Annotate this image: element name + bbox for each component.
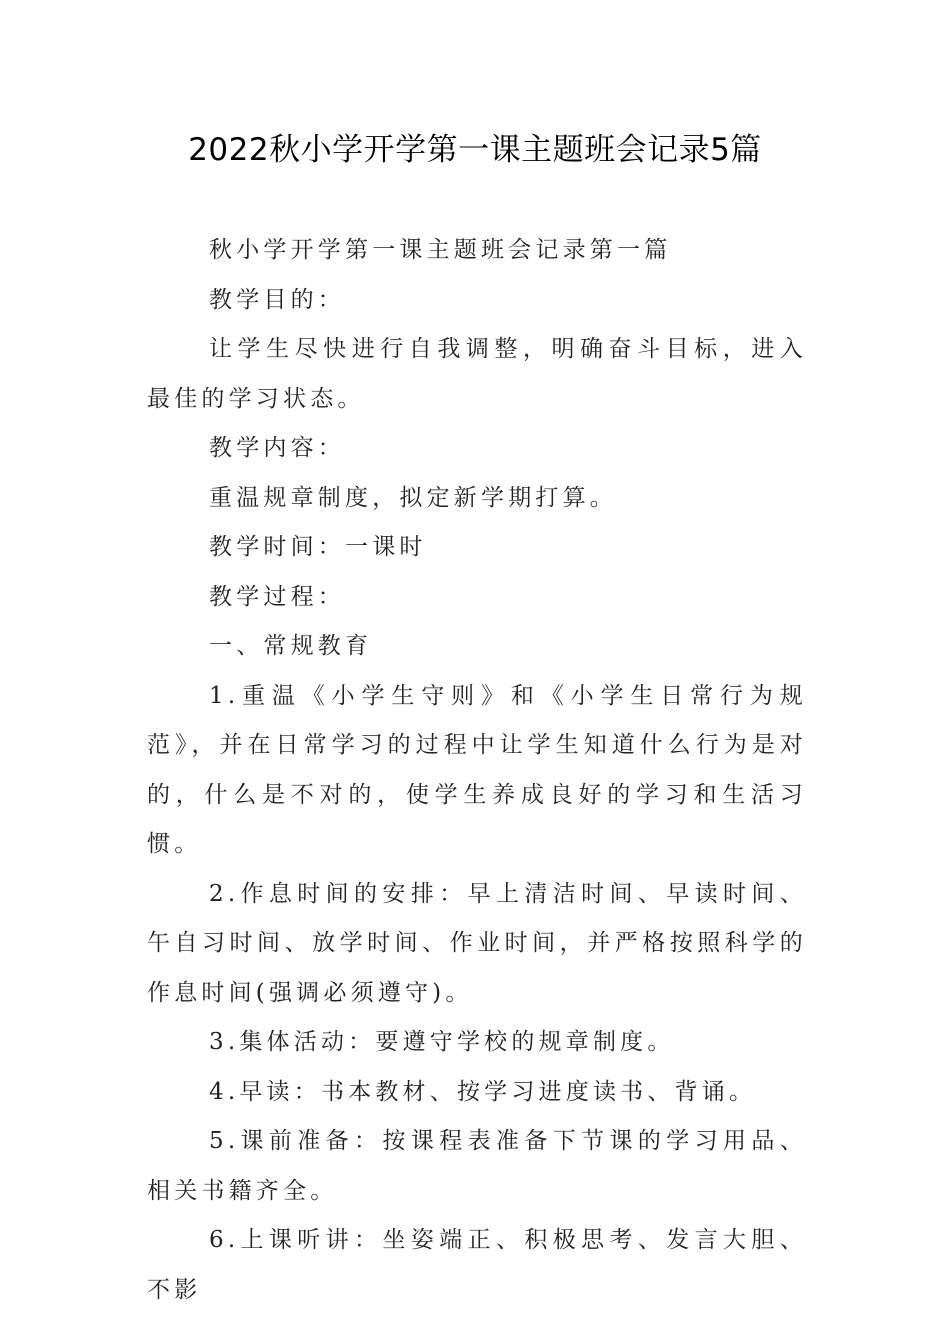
paragraph: 教学时间：一课时 (209, 534, 427, 560)
paragraph: 教学内容： (209, 435, 345, 461)
paragraph: 教学过程： (209, 583, 345, 610)
document-title: 2022秋小学开学第一课主题班会记录5篇 (188, 132, 762, 168)
paragraph: 教学目的： (209, 286, 345, 313)
paragraph: 让学生尽快进行自我调整，明确奋斗目标，进入最佳的学习状态。 (147, 336, 807, 412)
section-heading: 秋小学开学第一课主题班会记录第一篇 (209, 237, 672, 263)
paragraph: 重温规章制度，拟定新学期打算。 (209, 484, 617, 511)
paragraph: 2.作息时间的安排：早上清洁时间、早读时间、午自习时间、放学时间、作业时间，并严格按照科学的作息时间(强调必须遵守)。 (147, 880, 807, 1006)
paragraph: 3.集体活动：要遵守学校的规章制度。 (209, 1029, 675, 1055)
paragraph: 一、常规教育 (209, 633, 373, 659)
paragraph: 1.重温《小学生守则》和《小学生日常行为规范》，并在日常学习的过程中让学生知道什么行为是对的，什么是不对的，使学生养成良好的学习和生活习惯。 (147, 682, 807, 857)
paragraph: 6.上课听讲：坐姿端正、积极思考、发言大胆、不影 (147, 1227, 807, 1303)
paragraph: 5.课前准备：按课程表准备下节课的学习用品、相关书籍齐全。 (147, 1128, 807, 1204)
paragraph: 4.早读：书本教材、按学习进度读书、背诵。 (209, 1078, 757, 1105)
document-body (147, 226, 807, 1315)
